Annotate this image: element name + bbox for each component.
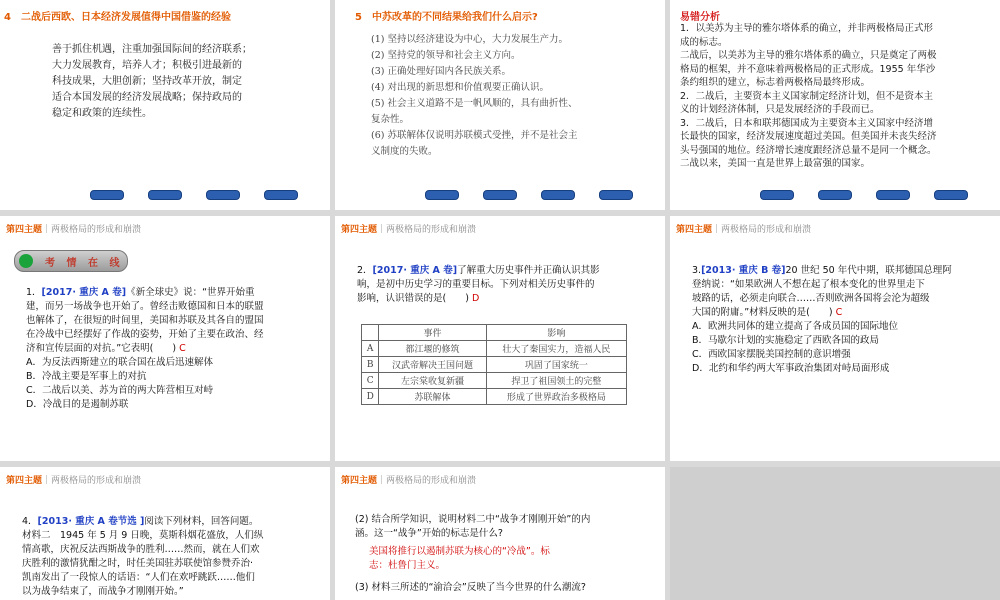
slide-header [341, 222, 476, 235]
slide-body [52, 42, 252, 122]
text-line: 在冷战中已经摆好了作战的姿势，开始了主要在政治、经 [26, 329, 264, 340]
nav-bar [670, 190, 1000, 204]
text-line: (2) 坚持党的领导和社会主义方向。 [371, 50, 521, 61]
question-number: 2． [357, 265, 373, 276]
text-line: 条约组织的建立，标志着两极格局最终形成。 [680, 77, 871, 88]
text-line: 大力发展教育，培养人才；积极引进最新的 [52, 60, 242, 71]
slide-thumbnail-3[interactable] [670, 0, 1000, 210]
slide-header [6, 473, 141, 486]
question-block [692, 264, 992, 376]
table-row [362, 389, 627, 405]
text-span: 大国的附庸。”材料反映的是( ) [692, 307, 833, 318]
option: A．欧洲共同体的建立提高了各成员国的国际地位 [692, 321, 898, 332]
text-line: (1) 坚持以经济建设为中心，大力发展生产力。 [371, 34, 568, 45]
table-row [362, 341, 627, 357]
text-line: (3) 正确处理好国内各民族关系。 [371, 66, 511, 77]
table-cell: C [362, 373, 379, 389]
text-span: 阅读下列材料，回答问题。 [144, 516, 259, 527]
text-span: 20 世纪 50 年代中期，联邦德国总理阿 [785, 265, 952, 276]
table-cell: 捍卫了祖国领土的完整 [486, 373, 626, 389]
header-separator: ｜ [712, 225, 722, 235]
text-line: 1．以美苏为主导的雅尔塔体系的确立，并非两极格局正式形 [680, 23, 934, 34]
slide-header [341, 473, 476, 486]
text-line: 二战以来，美国一直是世界上最富强的国家。 [680, 158, 871, 169]
text-line [357, 292, 657, 306]
table-header [362, 325, 379, 341]
answer-mark: C [179, 343, 186, 354]
nav-button[interactable] [818, 190, 852, 200]
table-cell: 都江堰的修筑 [379, 341, 486, 357]
option: D．冷战目的是遏制苏联 [26, 399, 129, 410]
table-cell: A [362, 341, 379, 357]
text-line: 材料二 1945 年 5 月 9 日晚，莫斯科烟花盛放，人们纵 [22, 530, 264, 541]
slide-header [6, 222, 141, 235]
text-line: 2．二战后，主要资本主义国家制定经济计划，但不是资本主 [680, 90, 934, 102]
slide-thumbnail-4[interactable] [0, 216, 330, 461]
text-line: 义制度的失败。 [371, 146, 438, 157]
text-line [357, 264, 657, 278]
nav-bar [335, 190, 665, 204]
question-block [355, 513, 660, 595]
text-line: 头号强国的地位。经济增长速度跟经济总量不是同一个概念。 [680, 144, 937, 156]
text-span: 《新全球史》说：“世界开始重 [126, 287, 255, 298]
table-cell: 汉武帝解决王国问题 [379, 357, 486, 373]
question-source: [2013· 重庆 B 卷] [701, 265, 786, 276]
text-line: 登纳说：“如果欧洲人不想在起了根本变化的世界里走下 [692, 279, 925, 290]
text-span: 济和宣传层面的对抗。”它表明( ) [26, 343, 177, 354]
header-separator: ｜ [377, 476, 387, 486]
question-number: 4． [22, 516, 38, 527]
answer-line: 美国将推行以遏制苏联为核心的“冷战”。标 [369, 546, 550, 557]
text-line: (2) 结合所学知识，说明材料二中“战争才刚刚开始”的内 [355, 514, 591, 525]
text-line: (3) 材料三所述的“渝洽会”反映了当今世界的什么潮流? [355, 582, 586, 593]
nav-button[interactable] [934, 190, 968, 200]
slide-title: 5 中苏改革的不同结果给我们什么启示? [355, 12, 538, 23]
topic-label: 第四主题 [341, 476, 378, 486]
header-separator: ｜ [42, 476, 52, 486]
table-cell: D [362, 389, 379, 405]
text-line: 义的计划经济体制，只是发展经济的手段而已。 [680, 104, 880, 115]
slide-title: 易错分析 [680, 12, 720, 23]
nav-button[interactable] [206, 190, 240, 200]
exam-badge [14, 250, 128, 272]
table-cell: 左宗棠收复新疆 [379, 373, 486, 389]
table-header-row [362, 325, 627, 341]
text-line: 二战后，以美苏为主导的雅尔塔体系的确立，只是奠定了两极 [680, 50, 937, 61]
answer-mark: C [835, 307, 843, 318]
nav-button[interactable] [541, 190, 575, 200]
text-line: 格局的框架，并不意味着两极格局的正式形成。1955 年华沙 [680, 63, 936, 75]
table-cell: 巩固了国家统一 [486, 357, 626, 373]
table-row [362, 357, 627, 373]
slide-thumbnail-2[interactable] [335, 0, 665, 210]
slide-title: 4 二战后西欧、日本经济发展值得中国借鉴的经验 [4, 12, 231, 23]
slide-body [680, 22, 937, 171]
question-source: [2017· 重庆 A 卷] [372, 265, 458, 276]
text-line: (4) 对出现的新思想和价值观要正确认识。 [371, 82, 549, 93]
option: A．为反法西斯建立的联合国在战后迅速解体 [26, 357, 213, 368]
text-line [26, 342, 326, 356]
question-number: 3. [692, 265, 702, 276]
text-line: (6) 苏联解体仅说明苏联模式受挫，并不是社会主 [371, 130, 578, 141]
table-cell: B [362, 357, 379, 373]
text-line: 3．二战后，日本和联邦德国成为主要资本主义国家中经济增 [680, 117, 934, 129]
table-cell: 苏联解体 [379, 389, 486, 405]
option: C．二战后以美、苏为首的两大阵营相互对峙 [26, 385, 214, 396]
nav-button[interactable] [425, 190, 459, 200]
text-line: 庆胜利的激情犹酣之时，时任美国驻苏联使馆参赞乔治· [22, 558, 254, 569]
text-line: 涵。这一“战争”开始的标志是什么? [355, 528, 503, 539]
nav-button[interactable] [876, 190, 910, 200]
header-subtitle: 两极格局的形成和崩溃 [721, 225, 812, 235]
nav-button[interactable] [760, 190, 794, 200]
text-line [26, 286, 326, 300]
answer-line: 志：杜鲁门主义。 [369, 560, 446, 571]
text-line: 以为战争结束了，而战争才刚刚开始。” [22, 586, 184, 597]
topic-label: 第四主题 [676, 225, 713, 235]
empty-slot [670, 467, 1000, 600]
header-subtitle: 两极格局的形成和崩溃 [386, 225, 477, 235]
green-dot-icon [19, 254, 33, 268]
text-line: 成的标志。 [680, 36, 728, 48]
question-block [26, 286, 326, 412]
text-line: 长最快的国家，经济发展速度超过美国。但美国并未丧失经济 [680, 131, 937, 142]
nav-button[interactable] [90, 190, 124, 200]
text-line [692, 264, 992, 278]
nav-button[interactable] [264, 190, 298, 200]
text-span: 影响，认识错误的是( ) [357, 293, 469, 304]
slide-body [371, 32, 577, 160]
table-cell: 壮大了秦国实力，造福人民 [486, 341, 626, 357]
table-cell: 形成了世界政治多极格局 [486, 389, 626, 405]
header-subtitle: 两极格局的形成和崩溃 [51, 476, 142, 486]
text-line: (5) 社会主义道路不是一帆风顺的，具有曲折性、 [371, 98, 578, 109]
nav-button[interactable] [483, 190, 517, 200]
header-subtitle: 两极格局的形成和崩溃 [386, 476, 477, 486]
text-line: 也解体了，在很短的时间里，美国和苏联及其各自的盟国 [26, 315, 264, 326]
text-line: 坡路的话，必须走向联合……否则欧洲各国将会沦为超级 [692, 293, 930, 304]
answer-mark: D [471, 293, 480, 304]
text-line [22, 515, 327, 529]
slide-thumbnail-8[interactable] [335, 467, 665, 600]
slide-thumbnail-1[interactable] [0, 0, 330, 210]
header-separator: ｜ [42, 225, 52, 235]
option: C．西欧国家摆脱美国控制的意识增强 [692, 349, 851, 360]
nav-button[interactable] [148, 190, 182, 200]
slide-thumbnail-5[interactable] [335, 216, 665, 461]
text-line: 稳定和政策的连续性。 [52, 108, 152, 119]
text-line: 响，是初中历史学习的重要目标。下列对相关历史事件的 [357, 279, 595, 290]
question-source: [2013· 重庆 A 卷节选 ] [37, 516, 145, 527]
table-header: 事件 [379, 325, 486, 341]
header-subtitle: 两极格局的形成和崩溃 [51, 225, 142, 235]
header-separator: ｜ [377, 225, 387, 235]
text-line: 建，而另一场战争也开始了。曾经击败德国和日本的联盟 [26, 301, 264, 312]
events-table [361, 324, 627, 405]
table-row [362, 373, 627, 389]
text-line: 凯南发出了一段惊人的话语：“人们在欢呼跳跃……他们 [22, 572, 255, 583]
slide-thumbnail-6[interactable] [670, 216, 1000, 461]
question-number: 1． [26, 287, 42, 298]
text-line: 善于抓住机遇，注重加强国际间的经济联系； [52, 44, 252, 55]
nav-button[interactable] [599, 190, 633, 200]
option: B．冷战主要是军事上的对抗 [26, 371, 147, 382]
question-source: [2017· 重庆 A 卷] [41, 287, 127, 298]
table-header: 影响 [486, 325, 626, 341]
badge-label: 考 情 在 线 [45, 258, 124, 269]
topic-label: 第四主题 [341, 225, 378, 235]
text-line: 科技成果，大胆创新；坚持改革开放，制定 [52, 76, 242, 87]
text-line: 复杂性。 [371, 114, 410, 125]
text-line: 情高歌，庆祝反法西斯战争的胜利……然而，就在人们欢 [22, 544, 260, 555]
topic-label: 第四主题 [6, 476, 43, 486]
slide-thumbnail-7[interactable] [0, 467, 330, 600]
text-line [692, 306, 992, 320]
text-span: 了解重大历史事件并正确认识其影 [457, 265, 600, 276]
text-line: 适合本国发展的经济发展战略；保持政局的 [52, 92, 242, 103]
question-block [357, 264, 657, 306]
nav-bar [0, 190, 330, 204]
topic-label: 第四主题 [6, 225, 43, 235]
option: D．北约和华约两大军事政治集团对峙局面形成 [692, 363, 890, 374]
slide-header [676, 222, 811, 235]
question-block [22, 515, 327, 599]
option: B．马歇尔计划的实施稳定了西欧各国的政局 [692, 335, 880, 346]
